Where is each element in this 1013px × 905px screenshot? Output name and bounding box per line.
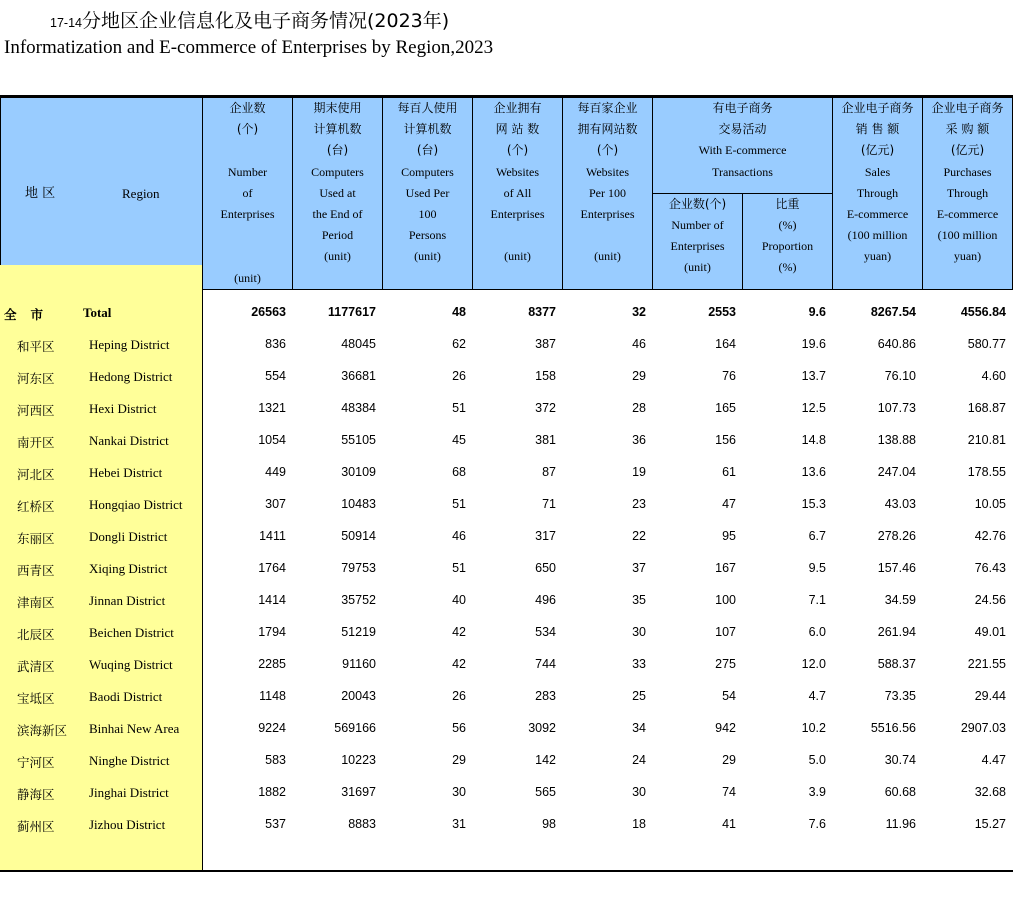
- header-line: (%): [778, 260, 797, 275]
- cell-computers: 569166: [334, 721, 376, 735]
- cell-per100: 48: [452, 305, 466, 319]
- cell-enterprises: 1794: [258, 625, 286, 639]
- region-name-cn: 宁河区: [17, 755, 55, 770]
- cell-sales: 138.88: [877, 433, 916, 447]
- region-name-en: Jinghai District: [89, 785, 169, 800]
- region-name-cn: 武清区: [17, 659, 55, 674]
- header-ecommerce-group: [653, 98, 833, 194]
- cell-computers: 1177617: [328, 305, 376, 319]
- cell-websites-per100: 32: [632, 305, 646, 319]
- header-line: 网 站 数: [495, 122, 540, 137]
- cell-per100: 30: [452, 785, 466, 799]
- cell-computers: 10483: [341, 497, 376, 511]
- cell-enterprises: 583: [265, 753, 286, 767]
- region-name-en: Jizhou District: [89, 817, 166, 832]
- header-region-en: Region: [122, 186, 160, 202]
- cell-ecom-num: 76: [722, 369, 736, 383]
- region-name-en: Hedong District: [89, 369, 173, 384]
- header-line: 采 购 额: [945, 122, 990, 137]
- cell-purchases: 4.60: [981, 369, 1006, 383]
- header-line: [473, 225, 562, 246]
- header-line: [203, 140, 292, 161]
- cell-websites-per100: 24: [632, 753, 646, 767]
- region-name-cn: 蓟州区: [17, 819, 55, 834]
- cell-enterprises: 1882: [258, 785, 286, 799]
- total-row: [0, 296, 1013, 328]
- region-name-en: Hebei District: [89, 465, 163, 480]
- cell-websites: 496: [535, 593, 556, 607]
- table-row: [0, 616, 1013, 648]
- header-line: E-commerce: [936, 206, 999, 221]
- header-line: (unit): [324, 249, 351, 264]
- header-line: Computers: [311, 164, 364, 179]
- cell-purchases: 29.44: [974, 689, 1006, 703]
- cell-computers: 79753: [341, 561, 376, 575]
- table-header: [0, 97, 1013, 290]
- cell-websites: 381: [535, 433, 556, 447]
- table-row: [0, 488, 1013, 520]
- header-line: Through: [946, 185, 989, 200]
- header-line: Enterprises: [220, 206, 275, 221]
- cell-per100: 62: [452, 337, 466, 351]
- cell-computers: 31697: [341, 785, 376, 799]
- header-computers: [293, 98, 383, 290]
- cell-per100: 29: [452, 753, 466, 767]
- cell-proportion: 12.0: [801, 657, 826, 671]
- header-line: Transactions: [712, 164, 773, 179]
- cell-ecom-num: 61: [722, 465, 736, 479]
- header-line: the End of: [312, 206, 363, 221]
- cell-computers: 30109: [341, 465, 376, 479]
- cell-ecom-num: 47: [722, 497, 736, 511]
- header-line: 比重: [775, 196, 800, 211]
- region-name-en: Nankai District: [89, 433, 169, 448]
- table-row: [0, 520, 1013, 552]
- cell-sales: 278.26: [877, 529, 916, 543]
- cell-purchases: 76.43: [974, 561, 1006, 575]
- cell-computers: 35752: [341, 593, 376, 607]
- cell-enterprises: 307: [265, 497, 286, 511]
- header-websites-per100: [563, 98, 653, 290]
- header-line: Websites: [585, 164, 630, 179]
- region-name-cn: 河北区: [17, 467, 55, 482]
- cell-enterprises: 537: [265, 817, 286, 831]
- header-line: (亿元): [860, 143, 895, 158]
- header-ecommerce-number: [653, 193, 743, 289]
- table-row: [0, 584, 1013, 616]
- cell-computers: 8883: [348, 817, 376, 831]
- region-name-cn: 东丽区: [17, 531, 55, 546]
- table-row: [0, 328, 1013, 360]
- bottom-rule: [0, 870, 1013, 872]
- cell-websites-per100: 23: [632, 497, 646, 511]
- cell-websites-per100: 33: [632, 657, 646, 671]
- header-line: Used at: [319, 185, 356, 200]
- header-line: 期末使用: [313, 101, 362, 115]
- cell-websites: 744: [535, 657, 556, 671]
- table-row: [0, 680, 1013, 712]
- header-line: 企业电子商务: [931, 101, 1004, 115]
- cell-purchases: 42.76: [974, 529, 1006, 543]
- region-name-cn: 红桥区: [17, 499, 55, 514]
- header-line: 企业数: [229, 101, 266, 115]
- header-line: 100: [418, 206, 437, 221]
- cell-ecom-num: 41: [722, 817, 736, 831]
- header-line: 计算机数: [403, 122, 452, 137]
- header-line: yuan): [863, 249, 892, 264]
- header-line: [563, 225, 652, 246]
- cell-proportion: 14.8: [801, 433, 826, 447]
- cell-computers: 36681: [341, 369, 376, 383]
- cell-ecom-num: 54: [722, 689, 736, 703]
- cell-sales: 588.37: [877, 657, 916, 671]
- header-computers-per100: [383, 98, 473, 290]
- cell-enterprises: 2285: [258, 657, 286, 671]
- header-line: Number: [227, 164, 268, 179]
- cell-per100: 46: [452, 529, 466, 543]
- cell-sales: 11.96: [885, 817, 916, 831]
- cell-websites: 158: [535, 369, 556, 383]
- header-line: (个): [506, 143, 529, 158]
- cell-websites-per100: 30: [632, 785, 646, 799]
- cell-websites: 565: [535, 785, 556, 799]
- region-name-cn: 宝坻区: [17, 691, 55, 706]
- header-line: [203, 225, 292, 246]
- cell-sales: 34.59: [884, 593, 916, 607]
- header-line: E-commerce: [846, 206, 909, 221]
- cell-purchases: 15.27: [974, 817, 1006, 831]
- header-ecommerce-proportion: [743, 193, 833, 289]
- header-line: 销 售 额: [855, 122, 900, 137]
- cell-websites-per100: 25: [632, 689, 646, 703]
- cell-purchases: 49.01: [974, 625, 1006, 639]
- header-line: (unit): [234, 270, 261, 285]
- cell-proportion: 5.0: [808, 753, 826, 767]
- table-row: [0, 776, 1013, 808]
- header-line: 交易活动: [718, 122, 767, 137]
- header-line: (%): [778, 218, 797, 233]
- cell-ecom-num: 942: [715, 721, 736, 735]
- cell-ecom-num: 165: [715, 401, 736, 415]
- header-line: Number of: [671, 218, 724, 233]
- cell-websites: 3092: [528, 721, 556, 735]
- cell-websites: 71: [542, 497, 556, 511]
- cell-websites: 98: [542, 817, 556, 831]
- cell-proportion: 10.2: [801, 721, 826, 735]
- cell-enterprises: 1054: [258, 433, 286, 447]
- cell-computers: 91160: [342, 657, 376, 671]
- cell-enterprises: 9224: [258, 721, 286, 735]
- cell-ecom-num: 167: [715, 561, 736, 575]
- header-line: 每百人使用: [397, 101, 458, 115]
- cell-per100: 42: [452, 625, 466, 639]
- cell-purchases: 580.77: [967, 337, 1006, 351]
- header-line: (台): [326, 143, 349, 158]
- cell-computers: 20043: [341, 689, 376, 703]
- cell-websites-per100: 30: [632, 625, 646, 639]
- header-line: Period: [321, 228, 354, 243]
- cell-per100: 26: [452, 369, 466, 383]
- cell-proportion: 12.5: [801, 401, 826, 415]
- cell-proportion: 13.6: [801, 465, 826, 479]
- table-row: [0, 552, 1013, 584]
- cell-per100: 45: [452, 433, 466, 447]
- header-line: 企业数(个): [668, 196, 727, 211]
- region-name-en: Baodi District: [89, 689, 163, 704]
- cell-proportion: 4.7: [808, 689, 826, 703]
- cell-websites: 8377: [528, 305, 556, 319]
- cell-websites-per100: 19: [632, 465, 646, 479]
- cell-per100: 40: [452, 593, 466, 607]
- header-line: (unit): [504, 249, 531, 264]
- cell-enterprises: 26563: [251, 305, 286, 319]
- header-line: (个): [596, 143, 619, 158]
- cell-ecom-num: 156: [715, 433, 736, 447]
- region-name-en: Jinnan District: [89, 593, 166, 608]
- cell-purchases: 24.56: [974, 593, 1006, 607]
- cell-websites-per100: 22: [632, 529, 646, 543]
- cell-purchases: 210.81: [967, 433, 1006, 447]
- region-name-en: Xiqing District: [89, 561, 168, 576]
- cell-proportion: 3.9: [808, 785, 826, 799]
- header-line: (100 million: [937, 228, 998, 243]
- cell-per100: 51: [452, 561, 466, 575]
- cell-websites: 283: [535, 689, 556, 703]
- cell-websites: 650: [535, 561, 556, 575]
- cell-websites: 87: [542, 465, 556, 479]
- cell-websites: 317: [535, 529, 556, 543]
- header-region-cn: 地 区: [25, 186, 56, 202]
- cell-ecom-num: 95: [722, 529, 736, 543]
- header-region: [1, 98, 203, 290]
- table-row: [0, 424, 1013, 456]
- region-name-cn: 津南区: [17, 595, 55, 610]
- cell-computers: 51219: [341, 625, 376, 639]
- cell-sales: 30.74: [884, 753, 916, 767]
- cell-proportion: 7.1: [808, 593, 826, 607]
- header-line: 拥有网站数: [577, 122, 638, 137]
- region-name-en: Wuqing District: [89, 657, 173, 672]
- cell-websites-per100: 34: [632, 721, 646, 735]
- cell-enterprises: 1321: [258, 401, 286, 415]
- region-name-cn: 和平区: [17, 339, 55, 354]
- region-name-cn: 静海区: [17, 787, 55, 802]
- cell-sales: 157.46: [877, 561, 916, 575]
- cell-websites: 534: [535, 625, 556, 639]
- region-name-en: Hongqiao District: [89, 497, 183, 512]
- header-line: (个): [236, 122, 259, 137]
- region-name-cn: 全市: [4, 307, 58, 322]
- region-name-cn: 河西区: [17, 403, 55, 418]
- cell-sales: 43.03: [884, 497, 916, 511]
- header-line: Persons: [408, 228, 447, 243]
- cell-ecom-num: 100: [715, 593, 736, 607]
- region-name-cn: 南开区: [17, 435, 55, 450]
- region-name-en: Hexi District: [89, 401, 157, 416]
- cell-proportion: 9.6: [808, 305, 826, 319]
- header-line: Enterprises: [670, 239, 725, 254]
- cell-per100: 26: [452, 689, 466, 703]
- cell-purchases: 4.47: [981, 753, 1006, 767]
- cell-purchases: 10.05: [974, 497, 1006, 511]
- title-chinese-text: 分地区企业信息化及电子商务情况(2023年): [82, 10, 450, 32]
- cell-ecom-num: 107: [715, 625, 736, 639]
- cell-websites: 372: [535, 401, 556, 415]
- cell-purchases: 2907.03: [960, 721, 1006, 735]
- table-row: [0, 360, 1013, 392]
- cell-proportion: 15.3: [801, 497, 826, 511]
- header-line: (亿元): [950, 143, 985, 158]
- cell-computers: 10223: [341, 753, 376, 767]
- cell-purchases: 168.87: [967, 401, 1006, 415]
- table-row: [0, 392, 1013, 424]
- cell-enterprises: 1148: [259, 689, 286, 703]
- cell-per100: 51: [452, 401, 466, 415]
- cell-sales: 247.04: [877, 465, 916, 479]
- header-line: Sales: [864, 164, 891, 179]
- region-name-en: Binhai New Area: [89, 721, 180, 736]
- header-line: of All: [503, 185, 532, 200]
- cell-computers: 48045: [341, 337, 376, 351]
- cell-proportion: 6.7: [808, 529, 826, 543]
- cell-websites: 142: [535, 753, 556, 767]
- table-row: [0, 744, 1013, 776]
- header-line: (unit): [414, 249, 441, 264]
- cell-websites: 387: [535, 337, 556, 351]
- header-enterprises: [203, 98, 293, 290]
- cell-ecom-num: 2553: [708, 305, 736, 319]
- table-row: [0, 712, 1013, 744]
- cell-sales: 5516.56: [870, 721, 916, 735]
- header-line: 每百家企业: [577, 101, 638, 115]
- table-title-chinese: [4, 6, 449, 33]
- region-name-cn: 河东区: [17, 371, 55, 386]
- cell-sales: 261.94: [877, 625, 916, 639]
- header-websites: [473, 98, 563, 290]
- header-line: 计算机数: [313, 122, 362, 137]
- region-name-en: Dongli District: [89, 529, 168, 544]
- cell-computers: 50914: [341, 529, 376, 543]
- cell-enterprises: 836: [265, 337, 286, 351]
- cell-ecom-num: 164: [715, 337, 736, 351]
- region-name-en: Beichen District: [89, 625, 174, 640]
- cell-purchases: 178.55: [967, 465, 1006, 479]
- cell-computers: 48384: [341, 401, 376, 415]
- cell-purchases: 221.55: [967, 657, 1006, 671]
- header-line: yuan): [953, 249, 982, 264]
- header-line: Purchases: [943, 164, 992, 179]
- cell-websites-per100: 37: [632, 561, 646, 575]
- cell-sales: 640.86: [877, 337, 916, 351]
- header-line: Computers: [401, 164, 454, 179]
- header-line: [203, 246, 292, 267]
- cell-enterprises: 1414: [258, 593, 286, 607]
- cell-per100: 68: [452, 465, 466, 479]
- cell-websites-per100: 46: [632, 337, 646, 351]
- header-purchases: [923, 98, 1013, 290]
- cell-purchases: 4556.84: [960, 305, 1006, 319]
- cell-proportion: 13.7: [801, 369, 826, 383]
- region-name-cn: 北辰区: [17, 627, 55, 642]
- header-line: 企业电子商务: [841, 101, 914, 115]
- cell-websites-per100: 35: [632, 593, 646, 607]
- cell-websites-per100: 29: [632, 369, 646, 383]
- header-line: of: [242, 185, 253, 200]
- cell-computers: 55105: [341, 433, 376, 447]
- cell-proportion: 6.0: [808, 625, 826, 639]
- cell-sales: 107.73: [877, 401, 916, 415]
- header-line: 企业拥有: [493, 101, 542, 115]
- header-line: Per 100: [589, 185, 626, 200]
- table-number: 17-14: [50, 16, 82, 30]
- cell-ecom-num: 74: [722, 785, 736, 799]
- cell-sales: 76.10: [884, 369, 916, 383]
- header-line: 有电子商务: [712, 101, 773, 115]
- cell-per100: 51: [452, 497, 466, 511]
- table-row: [0, 456, 1013, 488]
- header-line: Proportion: [761, 239, 814, 254]
- cell-proportion: 19.6: [801, 337, 826, 351]
- header-line: (unit): [684, 260, 711, 275]
- cell-per100: 42: [452, 657, 466, 671]
- header-line: Websites: [495, 164, 540, 179]
- cell-enterprises: 554: [265, 369, 286, 383]
- region-name-en: Heping District: [89, 337, 170, 352]
- table-row: [0, 648, 1013, 680]
- header-line: Through: [856, 185, 899, 200]
- cell-sales: 73.35: [884, 689, 916, 703]
- cell-per100: 31: [452, 817, 466, 831]
- table-row: [0, 808, 1013, 840]
- region-name-en: Total: [83, 305, 112, 320]
- cell-purchases: 32.68: [974, 785, 1006, 799]
- cell-proportion: 7.6: [808, 817, 826, 831]
- header-line: (100 million: [847, 228, 908, 243]
- header-sales: [833, 98, 923, 290]
- cell-websites-per100: 36: [632, 433, 646, 447]
- cell-enterprises: 1764: [258, 561, 286, 575]
- header-line: Enterprises: [490, 206, 545, 221]
- cell-ecom-num: 29: [722, 753, 736, 767]
- cell-sales: 8267.54: [870, 305, 916, 319]
- table-title-english: Informatization and E-commerce of Enterprises by Region,2023: [4, 37, 494, 58]
- region-name-cn: 滨海新区: [17, 723, 68, 738]
- header-line: Enterprises: [580, 206, 635, 221]
- region-name-cn: 西青区: [17, 563, 55, 578]
- cell-enterprises: 1411: [259, 529, 286, 543]
- header-line: (unit): [594, 249, 621, 264]
- cell-enterprises: 449: [265, 465, 286, 479]
- cell-per100: 56: [452, 721, 466, 735]
- cell-sales: 60.68: [884, 785, 916, 799]
- cell-ecom-num: 275: [715, 657, 736, 671]
- header-line: Used Per: [405, 185, 450, 200]
- cell-websites-per100: 18: [632, 817, 646, 831]
- header-line: With E-commerce: [698, 143, 787, 158]
- cell-websites-per100: 28: [632, 401, 646, 415]
- region-name-en: Ninghe District: [89, 753, 170, 768]
- cell-proportion: 9.5: [808, 561, 826, 575]
- header-line: (台): [416, 143, 439, 158]
